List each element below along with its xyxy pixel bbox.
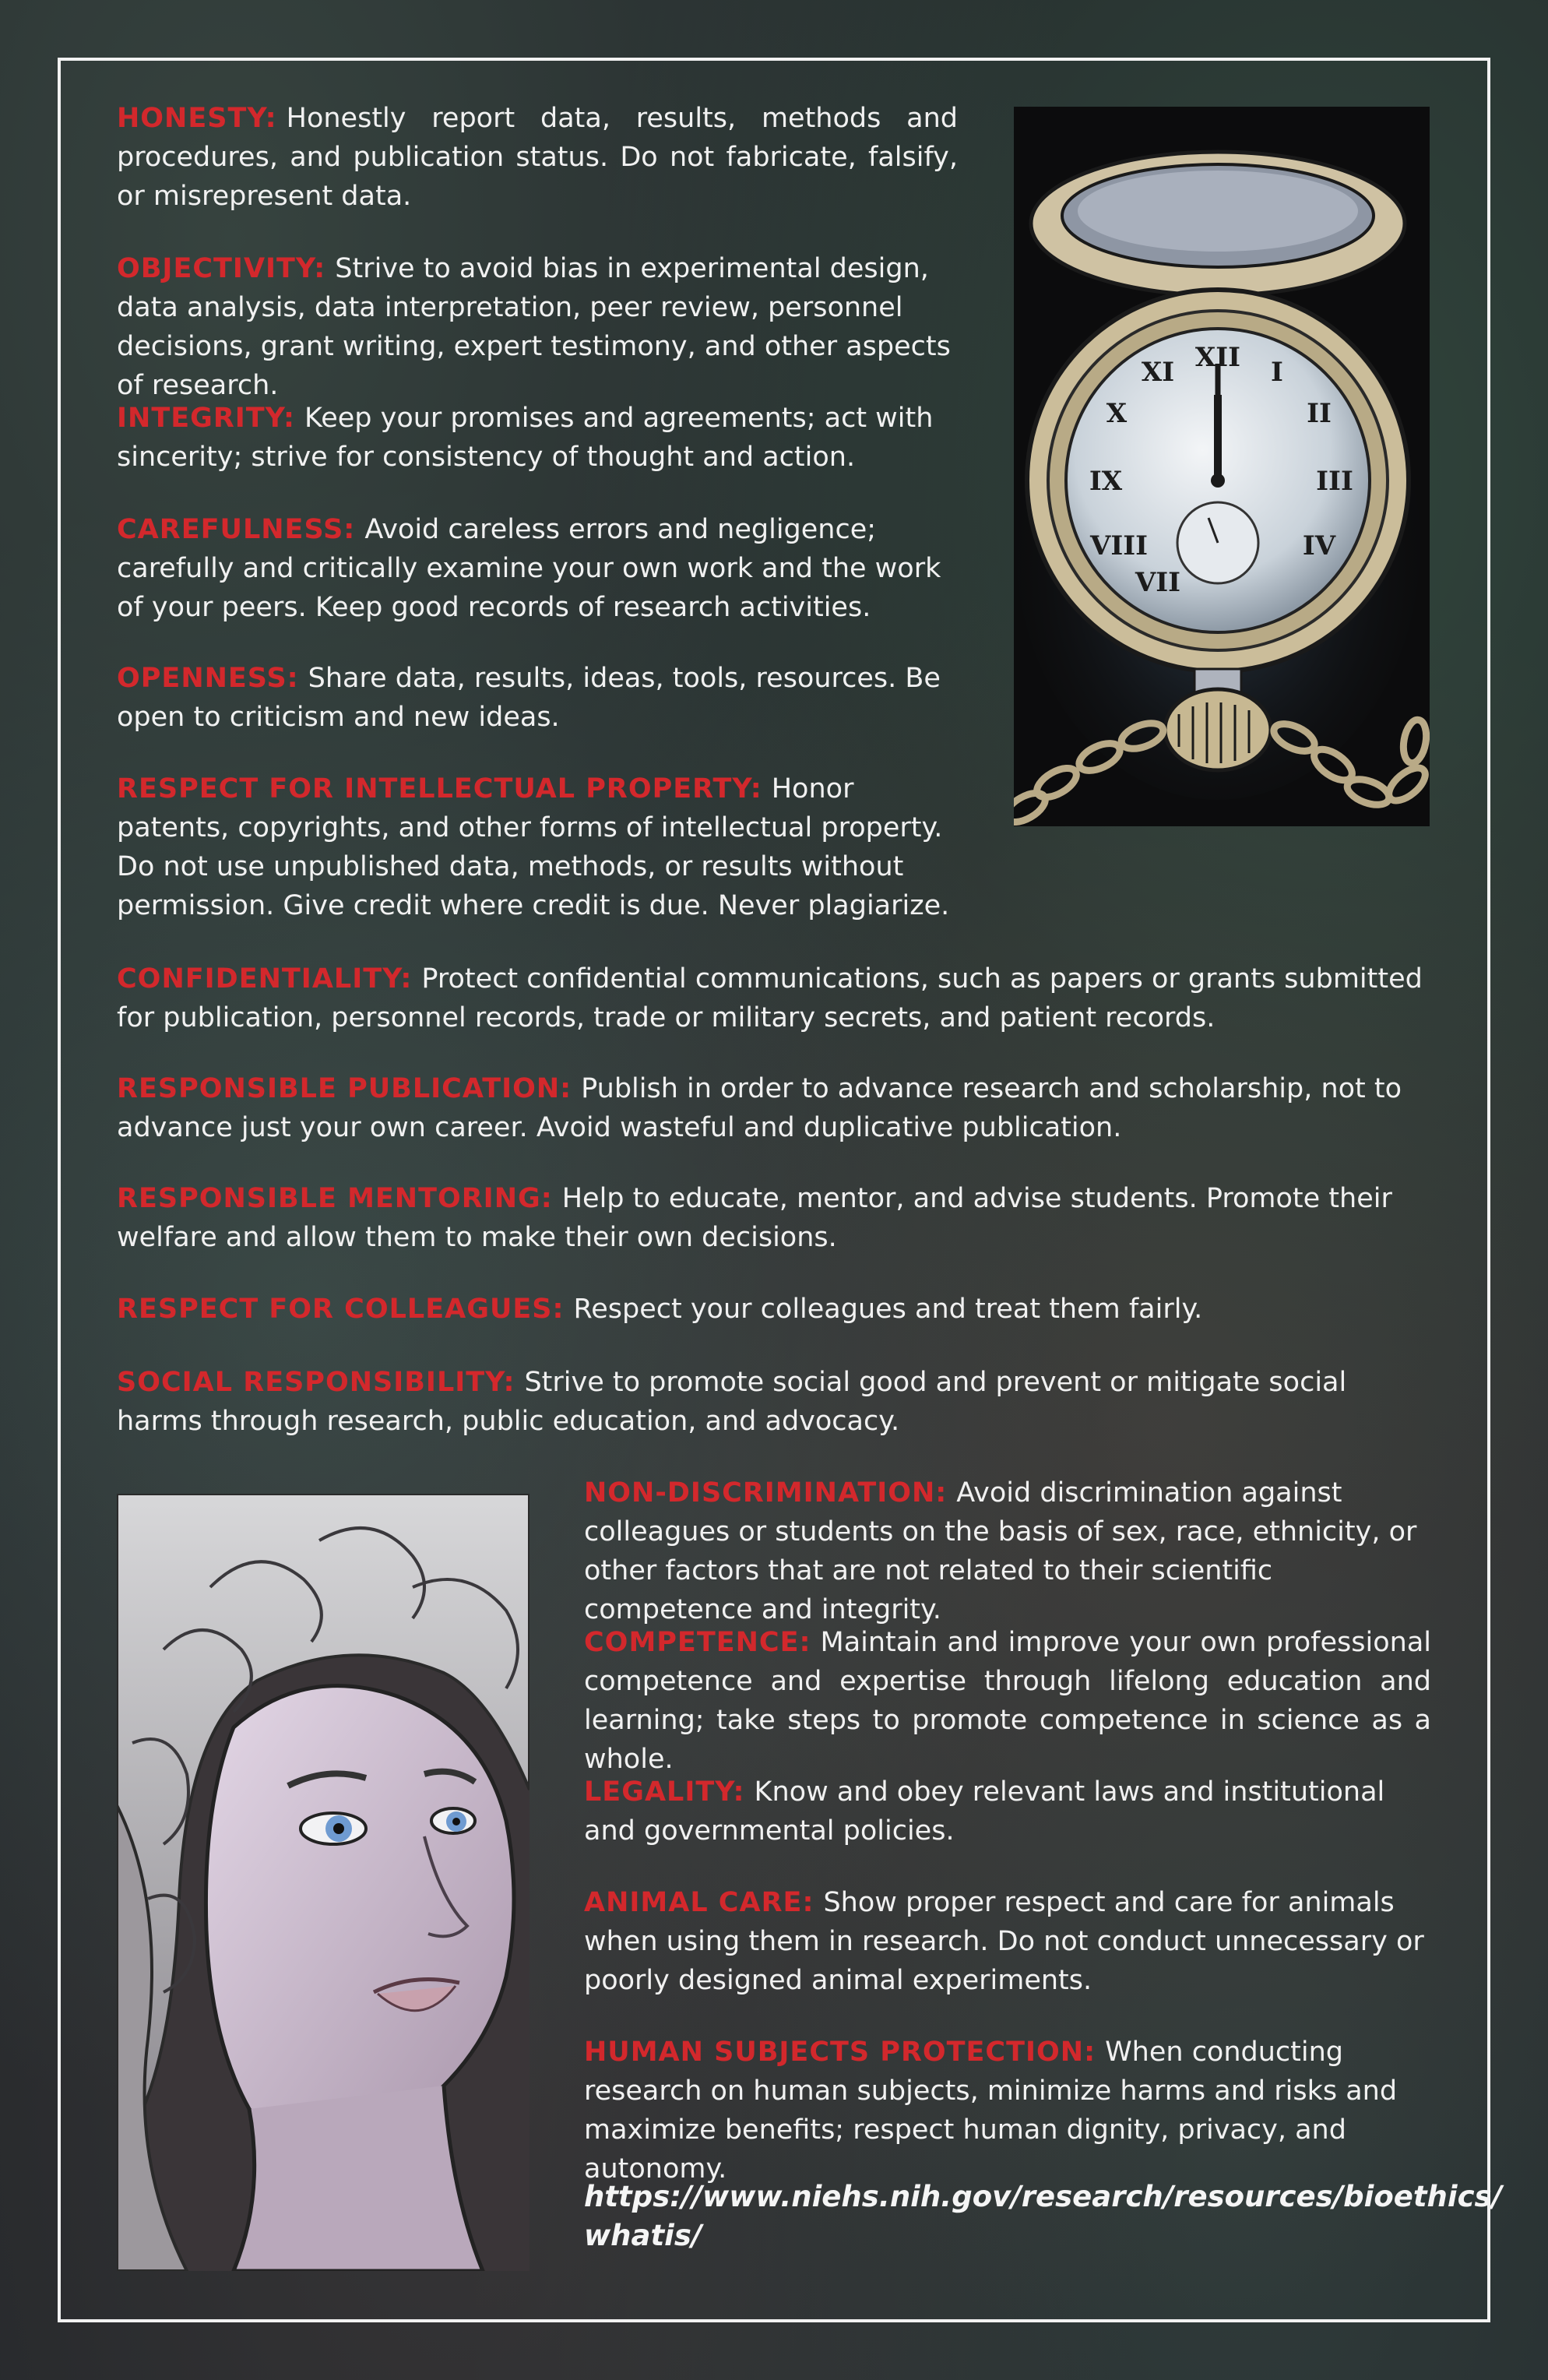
pocket-watch-illustration bbox=[1014, 107, 1430, 826]
entry-text: Keep your promises and agreements; act with sincerity; strive for consistency of thought and action. bbox=[117, 403, 934, 473]
entry-integrity bbox=[117, 399, 958, 477]
term-label: INTEGRITY: bbox=[117, 403, 295, 434]
entry-text: Show proper respect and care for animals when using them in research. Do not conduct unnecessary or poorly designed animal experiments. bbox=[584, 1887, 1424, 1996]
entry-social-responsibility bbox=[117, 1363, 1431, 1441]
entry-text: Respect your colleagues and treat them fairly. bbox=[573, 1294, 1203, 1325]
term-label: ANIMAL CARE: bbox=[584, 1887, 814, 1918]
term-label: HONESTY: bbox=[117, 103, 277, 134]
term-label: COMPETENCE: bbox=[584, 1627, 811, 1658]
svg-text:XII: XII bbox=[1194, 342, 1241, 373]
entry-respect-colleagues bbox=[117, 1290, 1431, 1329]
svg-text:X: X bbox=[1106, 398, 1128, 429]
entry-non-discrimination bbox=[584, 1473, 1431, 1629]
svg-text:XI: XI bbox=[1141, 357, 1175, 388]
svg-text:VIII: VIII bbox=[1089, 530, 1149, 562]
term-label: CONFIDENTIALITY: bbox=[117, 963, 413, 995]
portrait-icon bbox=[117, 1494, 529, 2271]
entry-text: Strive to promote social good and prevent or mitigate social harms through research, public education, and advocacy. bbox=[117, 1367, 1347, 1437]
entry-intellectual-property bbox=[117, 769, 958, 925]
svg-text:III: III bbox=[1316, 466, 1353, 497]
entry-responsible-publication bbox=[117, 1069, 1431, 1147]
entry-text: Share data, results, ideas, tools, resources. Be open to criticism and new ideas. bbox=[117, 663, 941, 733]
term-label: OBJECTIVITY: bbox=[117, 253, 326, 284]
term-label: SOCIAL RESPONSIBILITY: bbox=[117, 1367, 515, 1398]
term-label: LEGALITY: bbox=[584, 1776, 745, 1808]
entry-text: Strive to avoid bias in experimental design, data analysis, data interpretation, peer review, personnel decisions, grant writing, expert testimony, and other aspects of research. bbox=[117, 253, 951, 401]
svg-text:I: I bbox=[1271, 357, 1283, 388]
term-label: RESPECT FOR INTELLECTUAL PROPERTY: bbox=[117, 773, 762, 804]
entry-animal-care bbox=[584, 1883, 1431, 2000]
term-label: NON-DISCRIMINATION: bbox=[584, 1477, 948, 1509]
entry-confidentiality bbox=[117, 959, 1431, 1037]
entry-carefulness bbox=[117, 510, 958, 627]
entry-text: Avoid careless errors and negligence; carefully and critically examine your own work and the work of your peers. Keep good records of research activities. bbox=[117, 514, 941, 623]
entry-text: Publish in order to advance research and scholarship, not to advance just your own career. Avoid wasteful and duplicative publication. bbox=[117, 1073, 1402, 1143]
entry-responsible-mentoring bbox=[117, 1179, 1431, 1257]
entry-text: When conducting research on human subjects, minimize harms and risks and maximize benefits; respect human dignity, privacy, and autonomy. bbox=[584, 2037, 1398, 2185]
term-label: HUMAN SUBJECTS PROTECTION: bbox=[584, 2037, 1096, 2068]
entry-text: Maintain and improve your own professional competence and expertise through lifelong education and learning; take steps to promote competence in science as a whole. bbox=[584, 1627, 1431, 1775]
entry-openness bbox=[117, 659, 958, 737]
entry-human-subjects bbox=[584, 2033, 1431, 2188]
pocket-watch-icon bbox=[1014, 107, 1430, 826]
term-label: RESPECT FOR COLLEAGUES: bbox=[117, 1294, 565, 1325]
svg-text:II: II bbox=[1307, 398, 1332, 429]
term-label: RESPONSIBLE MENTORING: bbox=[117, 1183, 553, 1214]
term-label: CAREFULNESS: bbox=[117, 514, 356, 545]
term-label: OPENNESS: bbox=[117, 663, 299, 694]
term-label: RESPONSIBLE PUBLICATION: bbox=[117, 1073, 572, 1104]
entry-text: Avoid discrimination against colleagues or students on the basis of sex, race, ethnicity, or other factors that are not related to their scientific competence and integrity. bbox=[584, 1477, 1417, 1625]
entry-objectivity bbox=[117, 249, 958, 405]
entry-text: Know and obey relevant laws and institutional and governmental policies. bbox=[584, 1776, 1385, 1847]
svg-text:IX: IX bbox=[1089, 466, 1123, 497]
source-url: https://www.niehs.nih.gov/research/resources/bioethics/ whatis/ bbox=[584, 2180, 1503, 2252]
entry-text: Honor patents, copyrights, and other forms of intellectual property. Do not use unpublished data, methods, or results without permission. Give credit where credit is due. Never plagiarize. bbox=[117, 773, 950, 921]
entry-text: Help to educate, mentor, and advise students. Promote their welfare and allow them to make their own decisions. bbox=[117, 1183, 1392, 1253]
woman-portrait-illustration bbox=[117, 1494, 529, 2271]
entry-legality bbox=[584, 1773, 1431, 1850]
entry-honesty bbox=[117, 99, 958, 216]
svg-text:IV: IV bbox=[1302, 530, 1336, 562]
entry-competence bbox=[584, 1623, 1431, 1779]
entry-text: Protect confidential communications, such as papers or grants submitted for publication, personnel records, trade or military secrets, and patient records. bbox=[117, 963, 1423, 1033]
entry-text: Honestly report data, results, methods and procedures, and publication status. Do not fabricate, falsify, or misrepresent data. bbox=[117, 103, 958, 212]
svg-text:VII: VII bbox=[1135, 567, 1181, 598]
